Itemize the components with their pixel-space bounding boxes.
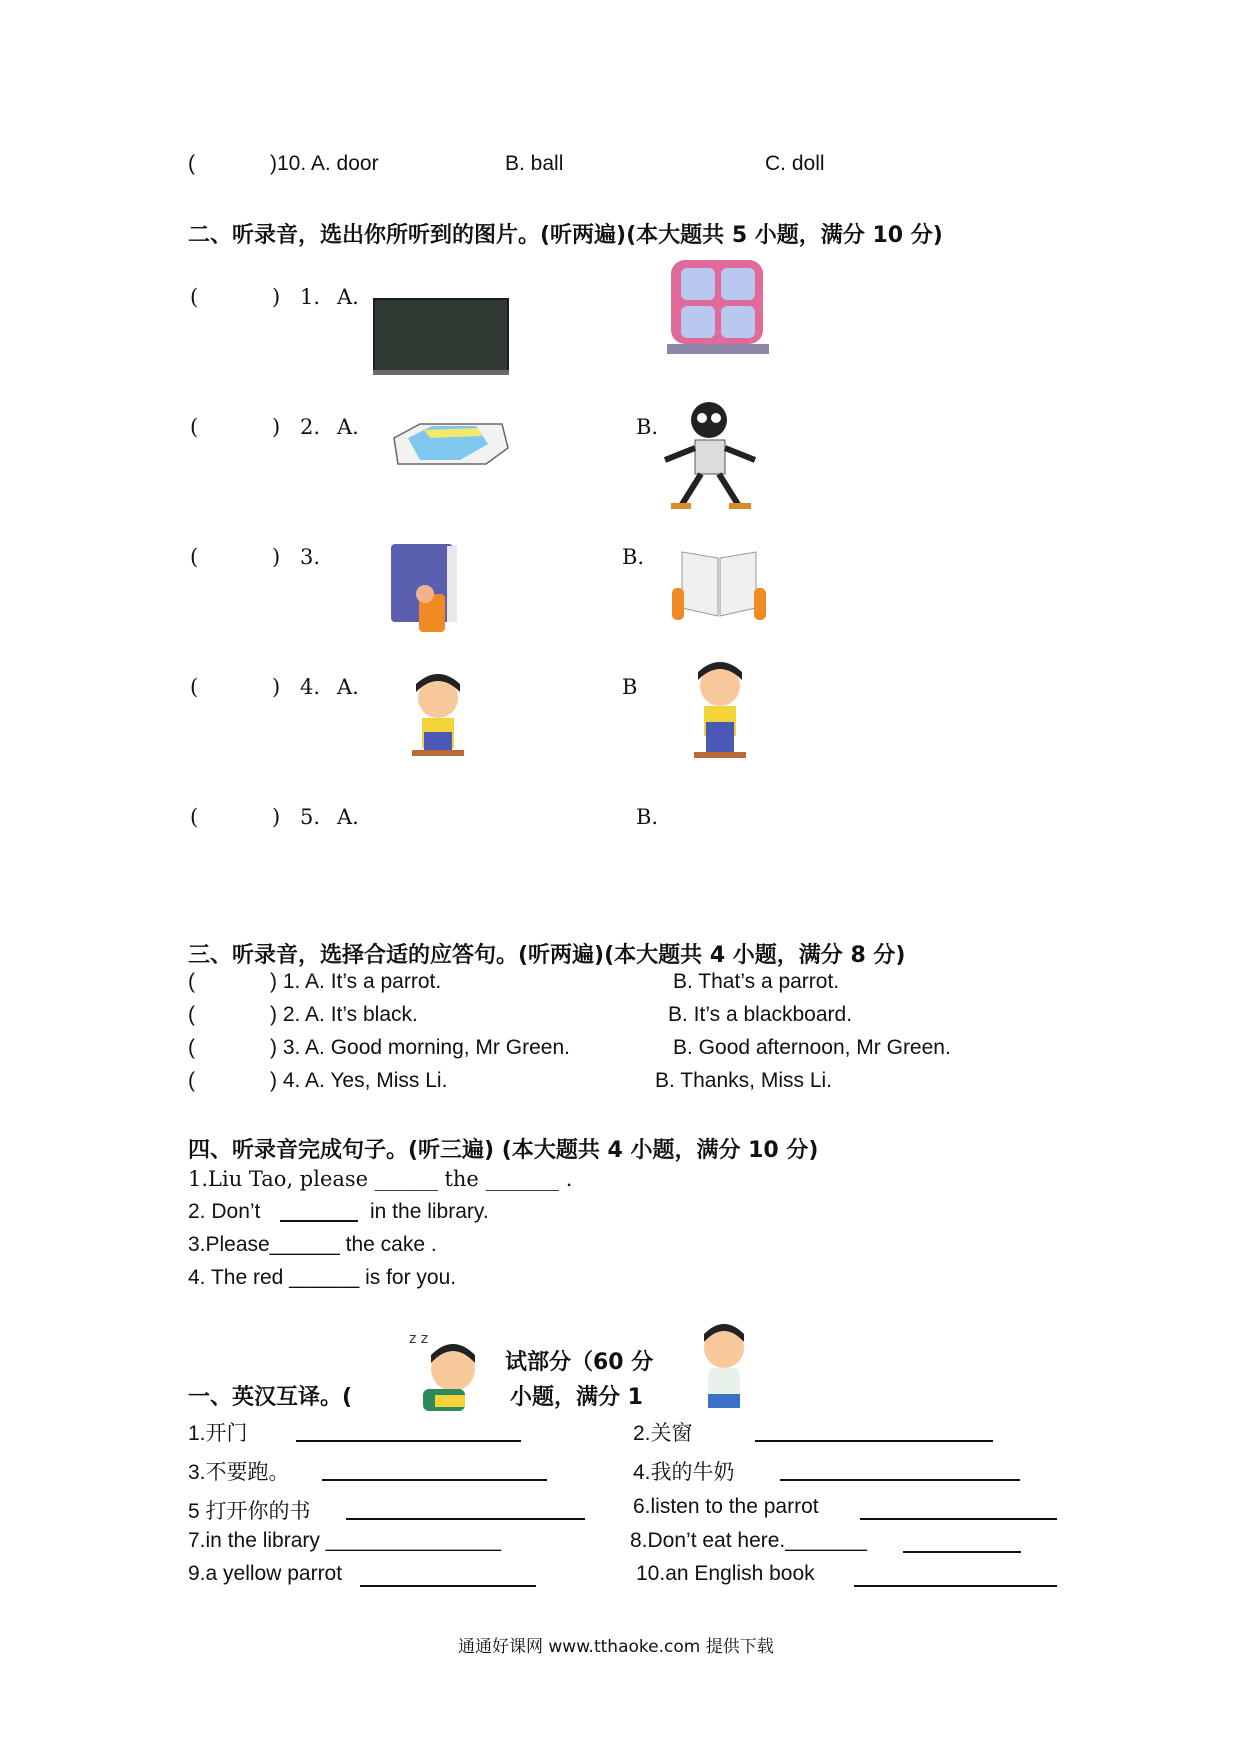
item-10-option-b: B. ball [505, 152, 564, 175]
q2-option-b: B. [636, 415, 659, 439]
s3-q2-option-b: B. It’s a blackboard. [668, 1003, 853, 1026]
sleeping-boy-image [405, 1325, 495, 1421]
s3-q1-option-b: B. That’s a parrot. [673, 970, 840, 993]
s4-line-2a: 2. Don’t [188, 1200, 261, 1223]
trans-3-blank[interactable] [322, 1479, 547, 1481]
q5-option-b: B. [636, 805, 659, 829]
paren-open: ( [188, 152, 195, 175]
s4-line-1: 1.Liu Tao, please ______ the _______ . [188, 1167, 573, 1191]
q4-option-b: B [622, 675, 638, 699]
footer-text: 通通好课网 www.tthaoke.com 提供下载 [458, 1637, 774, 1657]
s3-q4-option-a: ) 4. A. Yes, Miss Li. [270, 1069, 448, 1092]
q5-number: 5. [300, 805, 321, 829]
trans-8-label: 8.Don’t eat here._______ [630, 1529, 868, 1552]
s3-q1-option-a: ) 1. A. It’s a parrot. [270, 970, 442, 993]
s4-line-3: 3.Please______ the cake . [188, 1233, 437, 1256]
trans-2-blank[interactable] [755, 1440, 993, 1442]
q4-paren-open: ( [190, 675, 199, 699]
q5-paren-close: ) [272, 805, 281, 829]
trans-6-label: 6.listen to the parrot [633, 1495, 819, 1518]
q4-paren-close: ) [272, 675, 281, 699]
trans-6-blank[interactable] [860, 1518, 1057, 1520]
robot-image [655, 398, 767, 514]
trans-1-label: 1.开门 [188, 1422, 248, 1445]
section-2-heading: 二、听录音，选出你所听到的图片。(听两遍)(本大题共 5 小题，满分 10 分) [188, 223, 943, 248]
q5-option-a: A. [337, 805, 359, 829]
q3-paren-close: ) [272, 545, 281, 569]
written-title-fragment: 试部分（60 分 [505, 1350, 654, 1375]
smiling-boy-image [690, 1318, 760, 1414]
trans-9-blank[interactable] [360, 1585, 536, 1587]
item-10-option-a: )10. A. door [270, 152, 379, 175]
q3-paren-open: ( [190, 545, 199, 569]
trans-5-blank[interactable] [346, 1518, 585, 1520]
trans-4-blank[interactable] [780, 1479, 1020, 1481]
trans-1-blank[interactable] [296, 1440, 521, 1442]
trans-10-label: 10.an English book [636, 1562, 815, 1585]
q4-option-a: A. [337, 675, 359, 699]
q2-paren-open: ( [190, 415, 199, 439]
q1-paren-open: ( [190, 285, 199, 309]
trans-9-label: 9.a yellow parrot [188, 1562, 343, 1585]
s3-q4-paren: ( [188, 1069, 195, 1092]
open-book-image [668, 542, 770, 626]
section-4-heading: 四、听录音完成句子。(听三遍) (本大题共 4 小题，满分 10 分) [188, 1138, 819, 1163]
q4-number: 4. [300, 675, 321, 699]
s3-q1-paren: ( [188, 970, 195, 993]
q1-paren-close: ) [272, 285, 281, 309]
item-10-option-c: C. doll [765, 152, 825, 175]
q1-option-a: A. [337, 285, 359, 309]
svg-text:z z: z z [409, 1331, 429, 1347]
trans-8-blank[interactable] [903, 1551, 1021, 1553]
closed-book-image [385, 540, 475, 634]
q3-option-b: B. [622, 545, 645, 569]
trans-2-label: 2.关窗 [633, 1422, 693, 1445]
sitting-boy-image [398, 672, 478, 768]
s4-line-4: 4. The red ______ is for you. [188, 1266, 457, 1289]
s3-q2-option-a: ) 2. A. It’s black. [270, 1003, 418, 1026]
s4-line-2-blank[interactable] [280, 1220, 358, 1222]
q2-option-a: A. [337, 415, 359, 439]
trans-10-blank[interactable] [854, 1585, 1057, 1587]
q5-paren-open: ( [190, 805, 199, 829]
standing-boy-image [680, 660, 760, 768]
s3-q3-paren: ( [188, 1036, 195, 1059]
trans-4-label: 4.我的牛奶 [633, 1461, 735, 1484]
q1-number: 1. [300, 285, 321, 309]
written-heading-left: 一、英汉互译。( [188, 1385, 353, 1410]
q3-number: 3. [300, 545, 321, 569]
trans-3-label: 3.不要跑。 [188, 1461, 290, 1484]
blackboard-image [373, 298, 511, 378]
s3-q3-option-a: ) 3. A. Good morning, Mr Green. [270, 1036, 570, 1059]
q2-paren-close: ) [272, 415, 281, 439]
s3-q4-option-b: B. Thanks, Miss Li. [655, 1069, 833, 1092]
window-image [665, 258, 771, 358]
trans-7-label: 7.in the library _______________ [188, 1529, 501, 1552]
s3-q2-paren: ( [188, 1003, 195, 1026]
s4-line-2b: in the library. [370, 1200, 489, 1223]
s3-q3-option-b: B. Good afternoon, Mr Green. [673, 1036, 951, 1059]
written-heading-right: 小题，满分 1 [510, 1385, 643, 1410]
q2-number: 2. [300, 415, 321, 439]
trans-5-label: 5 打开你的书 [188, 1500, 311, 1523]
eraser-image [390, 420, 512, 468]
section-3-heading: 三、听录音，选择合适的应答句。(听两遍)(本大题共 4 小题，满分 8 分) [188, 943, 906, 968]
